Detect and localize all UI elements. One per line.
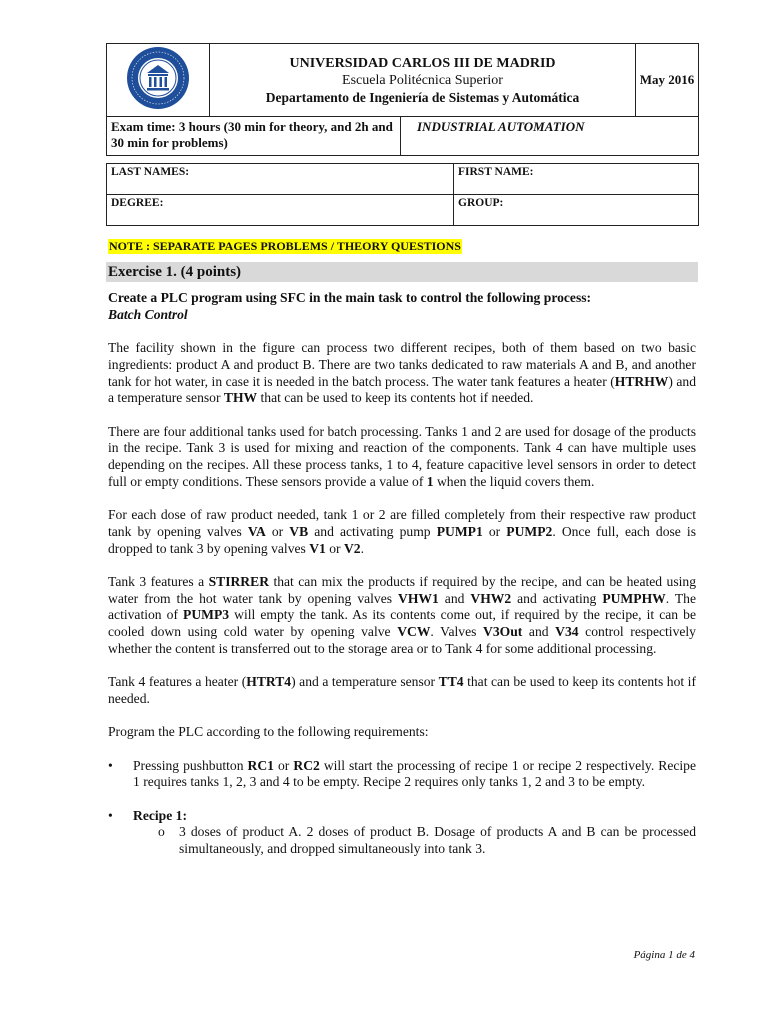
paragraph: Program the PLC according to the following requirements: xyxy=(108,724,429,740)
paragraph: The facility shown in the figure can process two different recipes, both of them based on two basic ingredients: product A and product B. There are two tanks dedicated to raw materials A and B, and another tank for hot water, in case it is needed in the batch process. The water tank features a heater (HTRHW) and a temperature sensor THW that can be used to keep its contents hot if needed. xyxy=(108,340,697,406)
bullet-icon: • xyxy=(108,807,113,823)
exercise-body xyxy=(108,290,696,858)
exam-time: Exam time: 3 hours (30 min for theory, and 2h and 30 min for problems) xyxy=(107,117,401,155)
header-table xyxy=(106,43,699,156)
university-name: UNIVERSIDAD CARLOS III DE MADRID xyxy=(289,55,556,71)
university-cell xyxy=(210,44,636,117)
task-line: Create a PLC program using SFC in the main task to control the following process: xyxy=(108,290,592,305)
degree-field[interactable]: DEGREE: xyxy=(107,195,454,226)
group-field[interactable]: GROUP: xyxy=(454,195,699,226)
course-title: INDUSTRIAL AUTOMATION xyxy=(417,119,585,134)
bullet-icon: • xyxy=(108,757,113,773)
exam-date: May 2016 xyxy=(636,44,699,117)
school-name: Escuela Politécnica Superior xyxy=(342,72,503,88)
sub-list-item-text: 3 doses of product A. 2 doses of product B. Dosage of products A and B can be processed simultaneously, and dropped simultaneously into tank 3. xyxy=(179,824,696,857)
sub-list-item xyxy=(108,824,696,857)
highlighted-note: NOTE : SEPARATE PAGES PROBLEMS / THEORY QUESTIONS xyxy=(109,239,461,253)
task-statement xyxy=(108,290,696,323)
exercise-heading: Exercise 1. (4 points) xyxy=(106,262,698,282)
list-item xyxy=(108,758,696,791)
list-item-text: Pressing pushbutton RC1 or RC2 will start the processing of recipe 1 or recipe 2 respectively. Recipe 1 requires tanks 1, 2, 3 and 4 to be empty. Recipe 2 requires only tanks 1, 2 and 3 to be empty. xyxy=(133,757,696,790)
paragraph: Tank 4 features a heater (HTRT4) and a temperature sensor TT4 that can be used to keep its contents hot if needed. xyxy=(108,674,696,706)
page-number: Página 1 de 4 xyxy=(633,949,695,961)
last-names-field[interactable]: LAST NAMES: xyxy=(107,164,454,195)
circle-bullet-icon: o xyxy=(158,824,165,840)
paragraph: Tank 3 features a STIRRER that can mix the products if required by the recipe, and can be heated using water from the hot water tank by opening valves VHW1 and VHW2 and activating PUMPHW. The activation of PUMP3 will empty the tank. As its contents come out, if required by the recipe, it can be cooled down using cold water by opening valve VCW. Valves V3Out and V34 control respectively whether the content is transferred out to the storage area or to Tank 4 for some additional processing. xyxy=(108,573,697,656)
paragraph: For each dose of raw product needed, tank 1 or 2 are filled completely from their respective raw product tank by opening valves VA or VB and activating pump PUMP1 or PUMP2. Once full, each dose is dropped to tank 3 by opening valves V1 or V2. xyxy=(108,507,696,556)
first-name-field[interactable]: FIRST NAME: xyxy=(454,164,699,195)
student-info-table xyxy=(106,163,699,226)
task-subtitle: Batch Control xyxy=(108,306,188,322)
list-item-text: Recipe 1: xyxy=(133,807,187,823)
logo-cell xyxy=(107,44,210,117)
list-item xyxy=(108,808,696,825)
university-seal-icon xyxy=(125,45,191,111)
department-name: Departamento de Ingeniería de Sistemas y Automática xyxy=(265,89,580,105)
paragraph: There are four additional tanks used for batch processing. Tanks 1 and 2 are used for dosage of the products in the recipe. Tank 3 is used for mixing and reaction of the components. Tank 4 can have multiple uses depending on the recipes. All these process tanks, 1 to 4, feature capacitive level sensors in order to detect full or empty conditions. These sensors provide a value of 1 when the liquid covers them. xyxy=(108,423,696,489)
